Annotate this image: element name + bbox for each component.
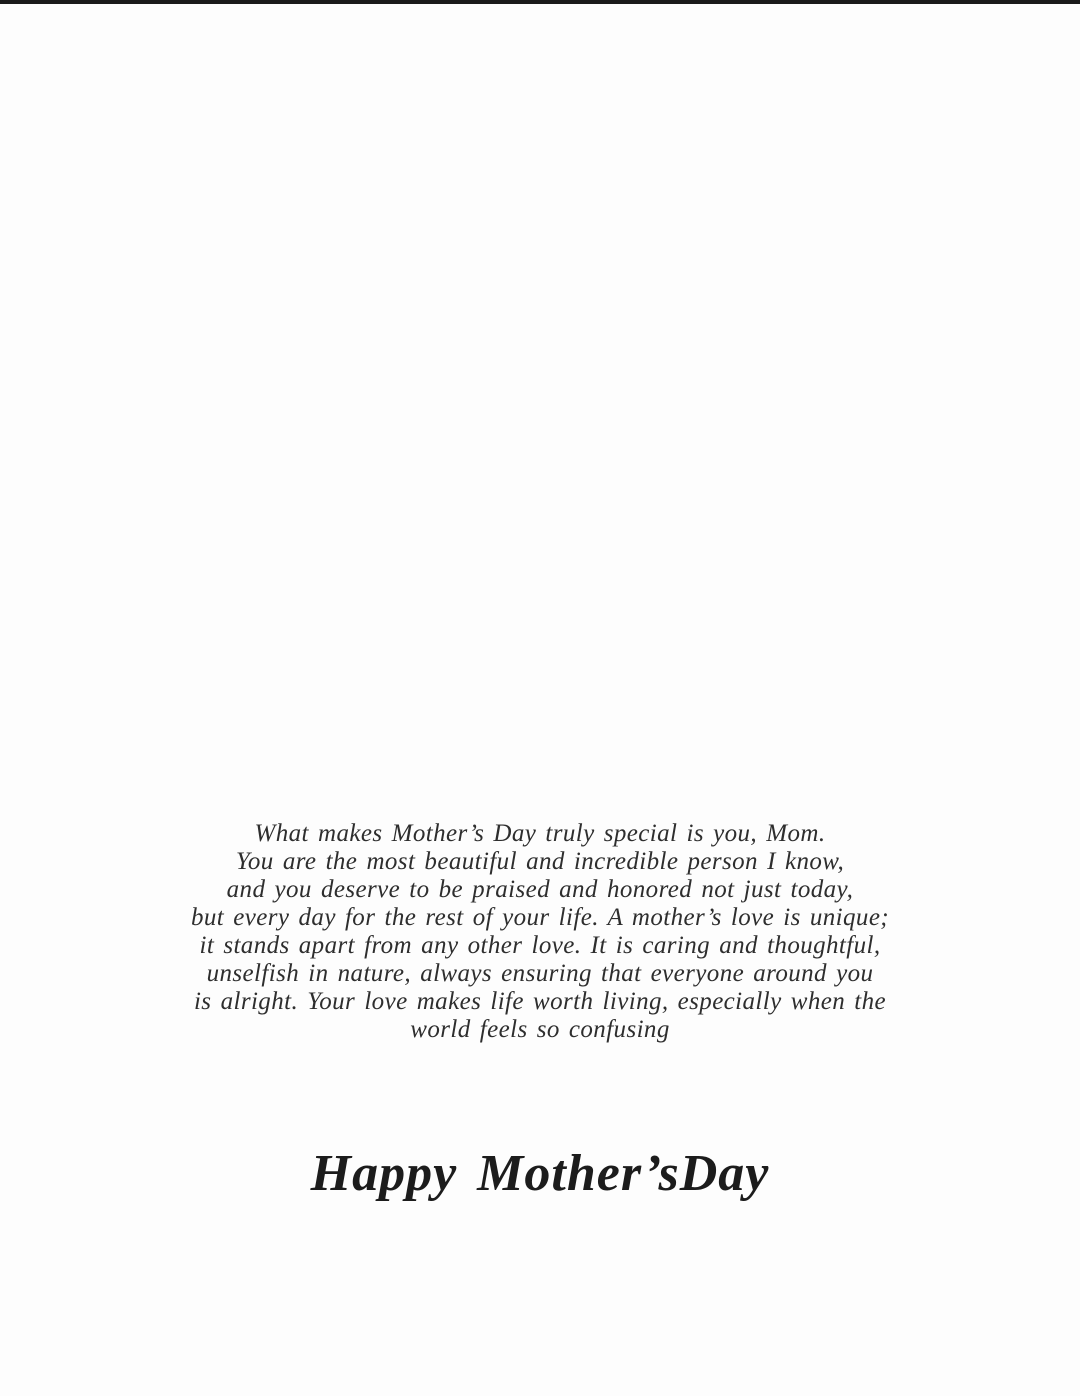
message-line: and you deserve to be praised and honored not just today, [226, 876, 854, 903]
card-heading: Happy Mother’sDay [310, 1145, 770, 1202]
message-line: unselfish in nature, always ensuring that everyone around you [206, 960, 874, 987]
top-border-line [0, 0, 1080, 4]
message-line: is alright. Your love makes life worth living, especially when the [193, 988, 887, 1015]
message-line: What makes Mother’s Day truly special is you, Mom. [254, 820, 826, 847]
message-line: but every day for the rest of your life. A mother’s love is unique; [190, 904, 890, 931]
message-line: You are the most beautiful and incredible person I know, [235, 848, 845, 875]
message-line: world feels so confusing [410, 1016, 670, 1043]
message-line: it stands apart from any other love. It is caring and thoughtful, [199, 932, 881, 959]
card-message [0, 820, 1080, 1044]
